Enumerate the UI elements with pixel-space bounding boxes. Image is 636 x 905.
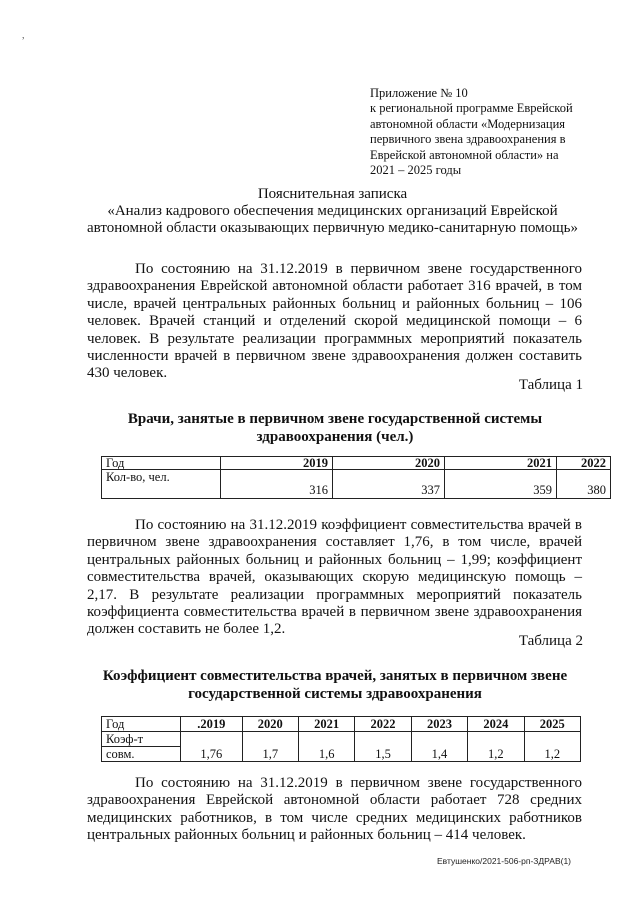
appendix-line: Еврейской автономной области» на	[370, 147, 559, 162]
table-header-row	[102, 457, 611, 470]
table-row-label: Кол-во, чел.	[102, 470, 221, 499]
table-row	[102, 732, 581, 747]
appendix-line: Приложение № 10	[370, 86, 468, 100]
table-header-cell: 2021	[298, 717, 354, 732]
appendix-note	[370, 86, 610, 178]
table-header-cell: 2024	[468, 717, 524, 732]
table-cell: 1,76	[181, 732, 243, 762]
footer-reference: Евтушенко/2021-506-рп-ЗДРАВ(1)	[437, 856, 572, 866]
table-header-cell: Год	[102, 457, 221, 470]
table1-title-line: Врачи, занятые в первичном звене государственной системы	[127, 411, 543, 427]
table2-coefficient	[101, 716, 581, 762]
table-header-row	[102, 717, 581, 732]
table-row	[102, 470, 611, 499]
table-header-cell: 2020	[242, 717, 298, 732]
appendix-line: первичного звена здравоохранения в	[370, 132, 566, 147]
table1-title	[90, 410, 580, 446]
heading-subtitle-line: «Анализ кадрового обеспечения медицинских организаций Еврейской	[107, 203, 558, 219]
paragraph-doctors-count: По состоянию на 31.12.2019 в первичном звене государственного здравоохранения Еврейской автономной области работает 316 врачей, в том числе, врачей центральных районных больниц и районных больниц – 106 человек. Врачей станций и отделений скорой медицинской помощи – 6 человек. В результате реализации программных мероприятий показатель численности врачей в первичном звене здравоохранения должен составить 430 человек.	[87, 261, 582, 382]
table-header-cell: 2022	[355, 717, 411, 732]
table-header-cell: 2022	[557, 457, 611, 470]
table2-title-line: Коэффициент совместительства врачей, занятых в первичном звене	[102, 668, 568, 684]
appendix-line: к региональной программе Еврейской	[370, 101, 573, 116]
table-cell: 1,5	[355, 732, 411, 762]
table-header-cell: Год	[102, 717, 181, 732]
table-cell: 337	[333, 470, 445, 499]
table-row-label: Коэф-т	[102, 732, 181, 747]
table-cell: 1,2	[524, 732, 580, 762]
table-cell: 316	[221, 470, 333, 499]
table-cell: 1,2	[468, 732, 524, 762]
table-cell: 359	[445, 470, 557, 499]
document-heading	[60, 186, 605, 237]
appendix-line: 2021 – 2025 годы	[370, 163, 462, 178]
table1-label: Таблица 1	[518, 377, 583, 393]
table1-doctors	[101, 456, 611, 499]
table-header-cell: 2020	[333, 457, 445, 470]
heading-subtitle-line: автономной области оказывающих первичную медико-санитарную помощь»	[87, 220, 578, 236]
paragraph-nurses: По состоянию на 31.12.2019 в первичном звене государственного здравоохранения Еврейской автономной области работает 728 средних медицинских работников, в том числе средних медицинских работников центральных районных больниц и районных больниц – 414 человек.	[87, 775, 582, 844]
table-cell: 1,4	[411, 732, 467, 762]
paragraph-coefficient: По состоянию на 31.12.2019 коэффициент совместительства врачей в первичном звене здравоохранения составляет 1,76, в том числе, врачей центральных районных больниц и районных больниц – 1,99; коэффициент совместительства врачей, оказывающих скорую медицинскую помощь – 2,17. В результате реализации программных мероприятий показатель коэффициента совместительства врачей в первичном звене здравоохранения должен составить не более 1,2.	[87, 517, 582, 638]
heading-title: Пояснительная записка	[257, 186, 408, 202]
table-header-cell: 2023	[411, 717, 467, 732]
table-cell: 1,6	[298, 732, 354, 762]
table-header-cell: 2019	[221, 457, 333, 470]
table-header-cell: 2025	[524, 717, 580, 732]
appendix-line: автономной области «Модернизация	[370, 116, 566, 131]
table-cell: 380	[557, 470, 611, 499]
corner-mark: ,	[22, 30, 25, 41]
table-row-label: совм.	[102, 747, 181, 762]
table-header-cell: .2019	[181, 717, 243, 732]
table2-title	[90, 667, 580, 703]
table2-title-line: государственной системы здравоохранения	[188, 686, 482, 702]
table-cell: 1,7	[242, 732, 298, 762]
table1-title-line: здравоохранения (чел.)	[256, 429, 414, 445]
table-header-cell: 2021	[445, 457, 557, 470]
table2-label: Таблица 2	[518, 633, 583, 649]
